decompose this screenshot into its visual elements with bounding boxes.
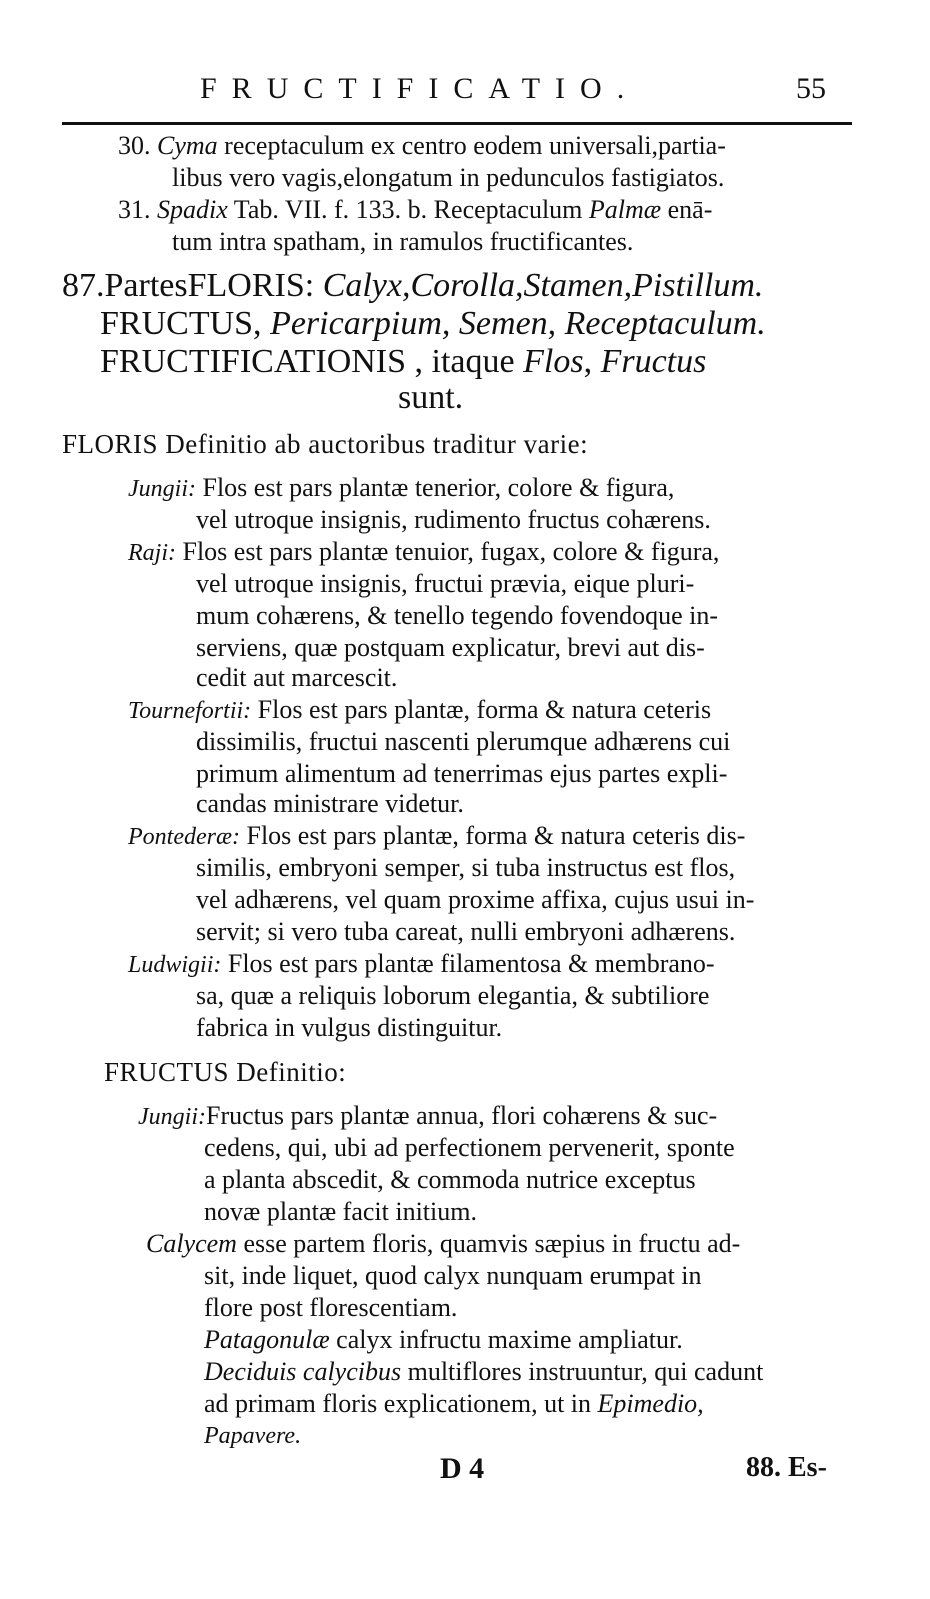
deciduis-line-2 [204,1388,864,1420]
patagonula-word: Patagonulæ [204,1325,330,1354]
section-87-line-3 [100,342,706,382]
ludwigii-line-2: sa, quæ a reliquis loborum elegantia, & subtiliore [196,981,710,1010]
fructus-word: Fructus [600,343,707,380]
signature-mark: D 4 [440,1452,485,1485]
fructus-parts: Pericarpium, Semen, Receptaculum. [270,305,766,342]
partes-floris: PartesFLORIS: [104,267,315,304]
definition-text: calyx infructu maxime ampliatur. [336,1325,683,1354]
calycem-word: Calycem [146,1229,237,1258]
deciduis-line-1 [204,1356,763,1388]
calycem-line-2: sit, inde liquet, quod calyx nunquam erumpat in [204,1261,702,1290]
author-label: Pontederæ: [128,824,240,850]
definition-text: esse partem floris, quamvis sæpius in fructu ad- [243,1229,741,1258]
item-text: Tab. VII. f. 133. b. Receptaculum [233,195,583,224]
raji-line-4: serviens, quæ postquam explicatur, brevi aut dis- [196,633,705,662]
definition-text: Flos est pars plantæ tenuior, fugax, colore & figura, [182,537,720,566]
section-87-line-1 [62,266,763,306]
section-87-line-4: sunt. [398,379,464,416]
raji-line-1 [128,536,719,569]
pontederae-line-4: servit; si vero tuba careat, nulli embryoni adhærens. [196,917,736,946]
definition-text: ad primam floris explicationem, ut in [204,1389,592,1418]
item-30-line-1 [118,130,726,162]
author-label: Tournefortii: [128,698,252,724]
definition-text: Flos est pars plantæ, forma & natura ceteris [257,695,712,724]
pontederae-line-2: similis, embryoni semper, si tuba instructus est flos, [196,853,736,882]
calycem-line-3: flore post florescentiam. [204,1293,458,1322]
definition-text: Flos est pars plantæ tenerior, colore & figura, [202,473,675,502]
author-label: Jungii: [138,1104,206,1130]
tournefortii-line-1 [128,694,711,727]
ludwigii-line-1 [128,948,715,981]
page-number: 55 [796,72,826,105]
tournefortii-line-4: candas ministrare videtur. [196,789,464,818]
item-number: 30. [118,131,151,160]
header-rule [62,122,852,125]
papavere-word: Papavere. [204,1423,302,1449]
epimedio-word: Epimedio, [597,1389,704,1418]
item-31-line-1 [118,194,712,226]
floris-heading: FLORIS Definitio ab auctoribus traditur varie: [62,429,589,459]
jungii-fructus-line-1 [138,1100,717,1133]
jungii-fructus-line-3: a planta abscedit, & commoda nutrice exceptus [204,1165,696,1194]
pontederae-line-3: vel adhærens, vel quam proxime affixa, cujus usui in- [196,885,755,914]
fructificationis-text: FRUCTIFICATIONIS , itaque [100,343,515,380]
deciduis-words: Deciduis calycibus [204,1357,402,1386]
item-term: Cyma [157,131,218,160]
raji-line-3: mum cohærens, & tenello tegendo fovendoque in- [196,601,719,630]
patagonula-line [204,1324,683,1356]
definition-text: Flos est pars plantæ, forma & natura ceteris dis- [246,821,746,850]
raji-line-2: vel utroque insignis, fructui prævia, eique pluri- [196,569,695,598]
item-30-line-2: libus vero vagis,elongatum in pedunculos fastigiatos. [172,163,725,192]
floris-parts: Calyx,Corolla,Stamen,Pistillum. [322,267,764,304]
item-text: receptaculum ex centro eodem universali,partia- [224,131,726,160]
tournefortii-line-2: dissimilis, fructui nascenti plerumque adhærens cui [196,727,731,756]
raji-line-5: cedit aut marcescit. [196,663,398,692]
tournefortii-line-3: primum alimentum ad tenerrimas ejus partes expli- [196,759,728,788]
ludwigii-line-3: fabrica in vulgus distinguitur. [196,1013,503,1042]
item-term: Spadix [157,195,228,224]
flos-word: Flos [523,343,584,380]
author-label: Jungii: [128,476,196,502]
fructus-label: FRUCTUS, [100,305,262,342]
jungii-floris-line-1 [128,472,674,505]
jungii-floris-line-2: vel utroque insignis, rudimento fructus cohærens. [196,505,711,534]
calycem-line-1 [146,1228,740,1260]
definition-text: multiflores instruuntur, qui cadunt [407,1357,764,1386]
section-number: 87. [62,267,105,304]
catchword: 88. Es- [746,1452,827,1483]
running-title: FRUCTIFICATIO. [200,72,640,105]
comma: , [583,343,593,380]
item-31-line-2: tum intra spatham, in ramulos fructificantes. [172,227,634,256]
pontederae-line-1 [128,820,745,853]
jungii-fructus-line-4: novæ plantæ facit initium. [204,1197,477,1226]
item-number: 31. [118,195,151,224]
section-87-line-2 [100,304,766,344]
item-term-palmae: Palmæ [588,195,662,224]
jungii-fructus-line-2: cedens, qui, ubi ad perfectionem pervenerit, sponte [204,1133,735,1162]
definition-text: Fructus pars plantæ annua, flori cohærens & suc- [205,1101,718,1130]
item-text: enā- [667,195,713,224]
definition-text: Flos est pars plantæ filamentosa & membrano- [227,949,715,978]
author-label: Raji: [128,540,176,566]
fructus-heading: FRUCTUS Definitio: [104,1057,347,1087]
author-label: Ludwigii: [128,952,222,978]
